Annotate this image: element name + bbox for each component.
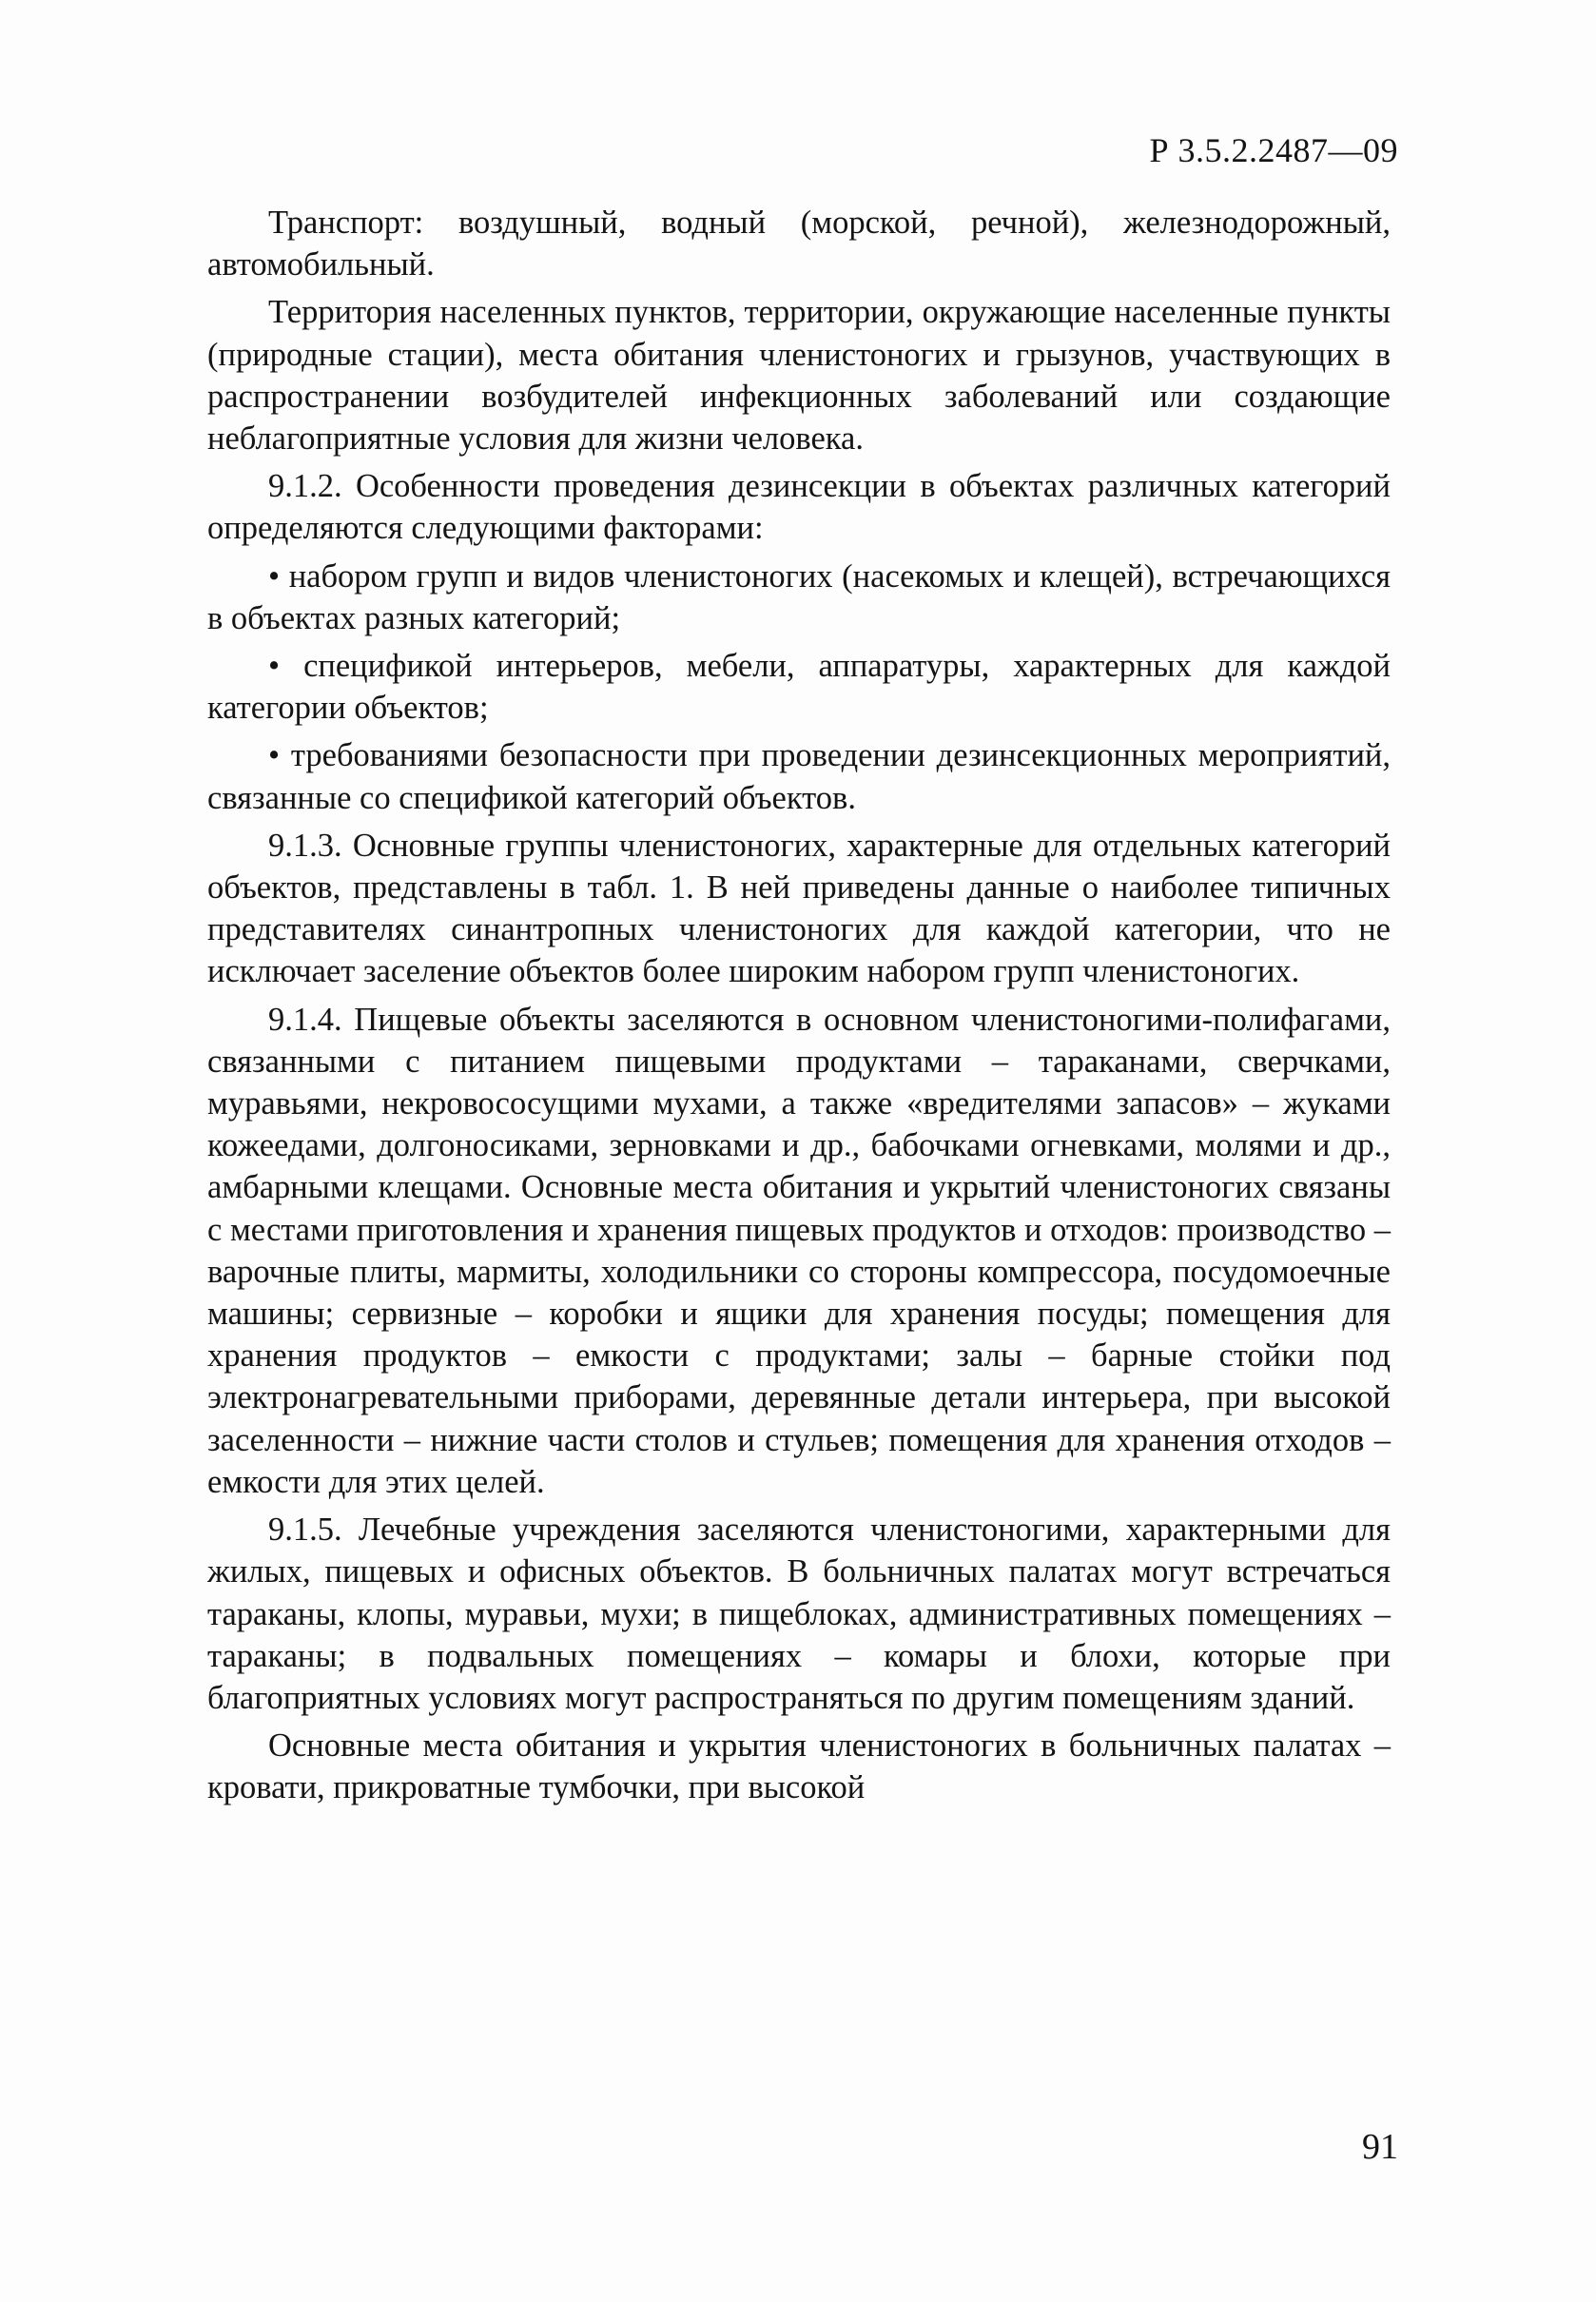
paragraph-9-1-3: 9.1.3. Основные группы членистоногих, характерные для отдельных категорий объектов, представлены в табл. 1. В ней приведены данные о наиболее типичных представителях синантропных членистоногих для каждой категории, что не исключает заселение объектов более широким набором групп членистоногих. bbox=[207, 827, 1391, 990]
bullet-item-interiors: • спецификой интерьеров, мебели, аппаратуры, характерных для каждой категории объектов; bbox=[207, 648, 1391, 727]
paragraph-9-1-4: 9.1.4. Пищевые объекты заселяются в основном членистоногими-полифагами, связанными с питанием пищевыми продуктами – тараканами, сверчками, муравьями, некровососущими мухами, а также «вредителями запасов» – жуками кожеедами, долгоносиками, зерновками и др., бабочками огневками, молями и др., амбарными клещами. Основные места обитания и укрытий членистоногих связаны с местами приготовления и хранения пищевых продуктов и отходов: производство – варочные плиты, мармиты, холодильники со стороны компрессора, посудомоечные машины; сервизные – коробки и ящики для хранения посуды; помещения для хранения продуктов – емкости с продуктами; залы – барные стойки под электронагревательными приборами, деревянные детали интерьера, при высокой заселенности – нижние части столов и стульев; помещения для хранения отходов – емкости для этих целей. bbox=[207, 1001, 1391, 1500]
page-number: 91 bbox=[1362, 2127, 1398, 2167]
paragraph-transport: Транспорт: воздушный, водный (морской, речной), железнодорожный, автомобильный. bbox=[207, 205, 1391, 283]
body-text bbox=[207, 202, 1391, 1815]
paragraph-9-1-5: 9.1.5. Лечебные учреждения заселяются членистоногими, характерными для жилых, пищевых и офисных объектов. В больничных палатах могут встречаться тараканы, клопы, муравьи, мухи; в пищеблоках, административных помещениях – тараканы; в подвальных помещениях – комары и блохи, которые при благоприятных условиях могут распространяться по другим помещениям зданий. bbox=[207, 1512, 1391, 1716]
paragraph-9-1-2: 9.1.2. Особенности проведения дезинсекции в объектах различных категорий определяются следующими факторами: bbox=[207, 468, 1391, 547]
document-code: Р 3.5.2.2487—09 bbox=[1149, 131, 1398, 169]
bullet-item-groups: • набором групп и видов членистоногих (насекомых и клещей), встречающихся в объектах разных категорий; bbox=[207, 557, 1391, 636]
bullet-item-safety: • требованиями безопасности при проведении дезинсекционных мероприятий, связанные со спецификой категорий объектов. bbox=[207, 737, 1391, 816]
paragraph-hospital-wards: Основные места обитания и укрытия членистоногих в больничных палатах – кровати, прикроватные тумбочки, при высокой bbox=[207, 1727, 1391, 1806]
paragraph-territory: Территория населенных пунктов, территории, окружающие населенные пункты (природные стации), места обитания членистоногих и грызунов, участвующих в распространении возбудителей инфекционных заболеваний или создающие неблагоприятные условия для жизни человека. bbox=[207, 294, 1391, 458]
